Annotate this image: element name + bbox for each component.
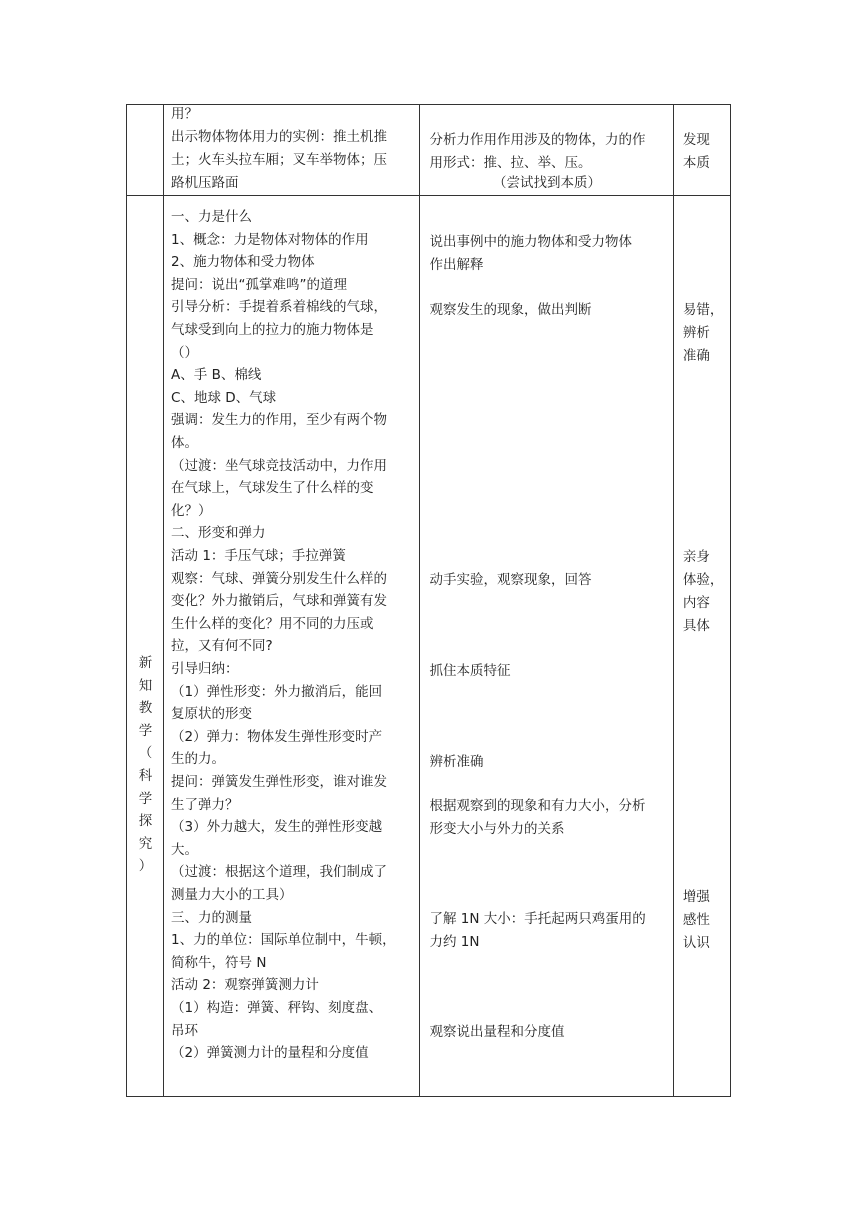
row1-teacher-activity-cell [164, 105, 420, 196]
text-line: （3）外力越大，发生的弹性形变越 [171, 819, 383, 836]
text-line: 2、施力物体和受力物体 [171, 254, 315, 271]
text-line: 复原状的形变 [171, 706, 253, 723]
text-line: 1、力的单位：国际单位制中，牛顿， [171, 932, 396, 949]
text-line: 动手实验，观察现象，回答 [429, 572, 592, 588]
text-line: 提问：说出“孤掌难鸣”的道理 [171, 276, 348, 293]
text-line: 增强 [682, 889, 710, 905]
table-row [127, 105, 731, 196]
stage-char: （ [138, 745, 153, 762]
text-line: 抓住本质特征 [429, 663, 511, 679]
text-line: 大。 [171, 841, 199, 858]
text-line: 本质 [682, 155, 710, 171]
text-line: 三、力的测量 [171, 909, 253, 926]
text-line: 认识 [682, 935, 710, 951]
text-line: 辨析准确 [429, 754, 484, 770]
text-line: 分析力作用作用涉及的物体，力的作 [429, 132, 646, 148]
text-line: 观察发生的现象，做出判断 [429, 302, 592, 318]
text-line: 亲身 [682, 549, 710, 565]
text-line: （1）弹性形变：外力撤消后，能回 [171, 683, 383, 700]
text-line: 具体 [682, 618, 710, 634]
row2-intent-cell [673, 196, 730, 1097]
text-line: 用？ [171, 106, 199, 122]
text-line: （尝试找到本质） [492, 175, 601, 191]
text-line: 一、力是什么 [171, 209, 253, 225]
row1-stage-cell [127, 105, 164, 196]
text-line: 简称牛，符号 N [171, 954, 267, 971]
stage-char: 探 [138, 813, 153, 830]
text-line: 观察说出量程和分度值 [429, 1024, 565, 1040]
text-line: 用形式：推、拉、举、压。 [429, 155, 592, 171]
text-line: 拉，又有何不同? [171, 638, 273, 655]
text-line: 形变大小与外力的关系 [429, 821, 565, 837]
text-line: 感性 [682, 912, 710, 928]
text-line: 引导归纳： [171, 661, 239, 677]
text-line: 辨析 [682, 325, 710, 341]
text-line: 化？） [171, 502, 212, 519]
text-line: （） [171, 344, 199, 361]
text-line: 说出事例中的施力物体和受力物体 [429, 234, 632, 250]
text-line: 二、形变和弹力 [171, 525, 266, 542]
stage-char: 科 [138, 767, 153, 784]
text-line: 生什么样的变化？用不同的力压或 [171, 615, 374, 632]
text-line: 1、概念：力是物体对物体的作用 [171, 231, 369, 248]
text-line: 出示物体物体用力的实例：推土机推 [171, 129, 388, 145]
text-line: 气球受到向上的拉力的施力物体是 [171, 322, 374, 338]
text-line: 准确 [682, 348, 710, 364]
text-line: （过渡：坐气球竞技活动中，力作用 [171, 457, 388, 474]
text-line: 活动 2：观察弹簧测力计 [171, 977, 319, 994]
text-line: 了解 1N 大小：手托起两只鸡蛋用的 [429, 911, 646, 927]
text-line: 体验， [682, 572, 724, 588]
stage-char: 学 [138, 790, 153, 807]
text-line: 路机压路面 [171, 175, 239, 191]
text-line: 发现 [682, 132, 710, 148]
stage-char: 究 [138, 835, 153, 852]
text-line: 吊环 [171, 1022, 199, 1039]
text-line: 作出解释 [429, 257, 484, 273]
stage-char: 教 [138, 700, 153, 717]
stage-char: ） [138, 858, 153, 875]
text-line: A、手 B、棉线 [171, 367, 262, 384]
text-line: 提问：弹簧发生弹性形变，谁对谁发 [171, 774, 388, 790]
text-line: 生的力。 [171, 751, 226, 768]
text-line: 内容 [682, 595, 710, 611]
stage-char: 知 [138, 677, 153, 694]
text-line: 力约 1N [429, 934, 480, 950]
text-line: （过渡：根据这个道理，我们制成了 [171, 864, 388, 881]
text-line: C、地球 D、气球 [171, 389, 277, 406]
stage-label [127, 652, 164, 878]
text-line: 土；火车头拉车厢；叉车举物体；压 [171, 152, 388, 168]
text-line: 强调：发生力的作用，至少有两个物 [171, 412, 388, 429]
row1-intent-cell [673, 105, 730, 196]
row2-teacher-activity-cell [164, 196, 420, 1097]
stage-char: 新 [138, 655, 153, 671]
lesson-plan-table [126, 104, 731, 1097]
table-row [127, 196, 731, 1097]
text-line: 观察：气球、弹簧分别发生什么样的 [171, 570, 388, 587]
text-line: 易错， [682, 302, 724, 318]
text-line: 活动 1：手压气球；手拉弹簧 [171, 548, 346, 564]
text-line: 变化？外力撤销后，气球和弹簧有发 [171, 593, 388, 610]
text-line: 根据观察到的现象和有力大小，分析 [429, 798, 646, 814]
text-line: （2）弹簧测力计的量程和分度值 [171, 1045, 369, 1062]
row2-stage-cell [127, 196, 164, 1097]
text-line: （2）弹力：物体发生弹性形变时产 [171, 728, 383, 745]
text-line: 体。 [171, 435, 199, 451]
stage-char: 学 [138, 722, 153, 739]
text-line: 引导分析：手提着系着棉线的气球， [171, 299, 388, 316]
text-line: 生了弹力？ [171, 796, 239, 813]
text-line: 测量力大小的工具） [171, 887, 293, 903]
text-line: （1）构造：弹簧、秤钩、刻度盘、 [171, 1000, 383, 1016]
row1-student-activity-cell [420, 105, 673, 196]
text-line: 在气球上，气球发生了什么样的变 [171, 480, 374, 497]
row2-student-activity-cell [420, 196, 673, 1097]
